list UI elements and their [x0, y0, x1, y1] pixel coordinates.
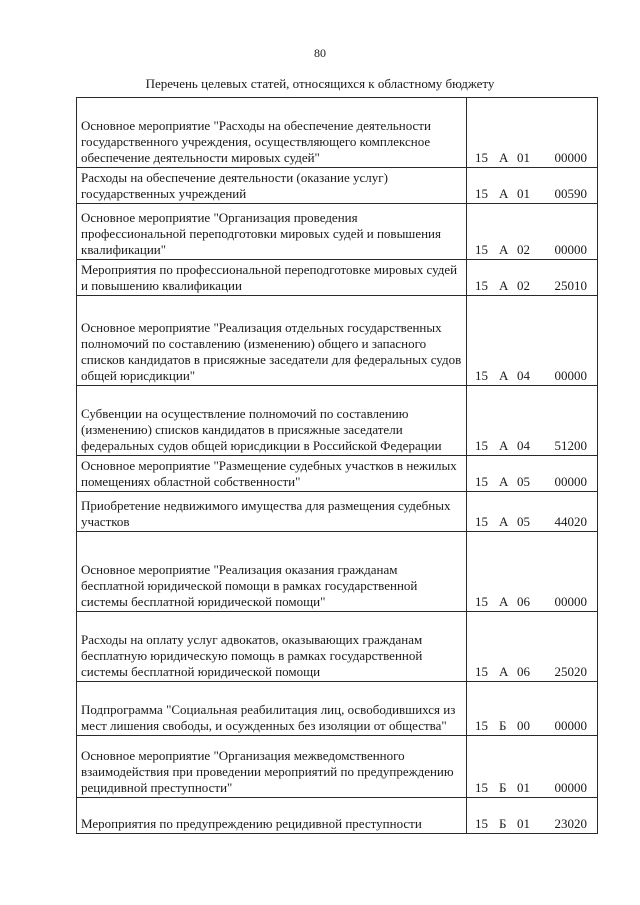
code-main-event: 06	[517, 594, 530, 609]
table-row	[77, 260, 598, 296]
code-program: 15	[475, 594, 488, 609]
row-code	[467, 456, 598, 492]
code-main-event: 05	[517, 514, 530, 529]
table-row	[77, 612, 598, 682]
table-row	[77, 492, 598, 532]
row-description: Приобретение недвижимого имущества для размещения судебных участков	[77, 492, 467, 532]
code-direction: 00000	[554, 474, 587, 489]
row-code	[467, 296, 598, 386]
code-subprogram: А	[499, 514, 509, 529]
row-description: Мероприятия по профессиональной переподготовке мировых судей и повышению квалификации	[77, 260, 467, 296]
code-subprogram: А	[499, 368, 509, 383]
row-code	[467, 612, 598, 682]
code-main-event: 01	[517, 816, 530, 831]
code-program: 15	[475, 278, 488, 293]
code-main-event: 00	[517, 718, 530, 733]
code-subprogram: А	[499, 278, 509, 293]
code-program: 15	[475, 514, 488, 529]
row-description: Субвенции на осуществление полномочий по составлению (изменению) списков кандидатов в присяжные заседатели федеральных судов общей юрисдикции в Российской Федерации	[77, 386, 467, 456]
code-subprogram: А	[499, 594, 509, 609]
table-row	[77, 386, 598, 456]
code-main-event: 02	[517, 278, 530, 293]
table-row	[77, 736, 598, 798]
code-subprogram: А	[499, 150, 509, 165]
code-subprogram: Б	[499, 718, 507, 733]
code-program: 15	[475, 816, 488, 831]
code-program: 15	[475, 664, 488, 679]
code-subprogram: А	[499, 474, 509, 489]
row-description: Подпрограмма "Социальная реабилитация лиц, освободившихся из мест лишения свободы, и осужденных без изоляции от общества"	[77, 682, 467, 736]
row-code	[467, 492, 598, 532]
target-articles-table	[76, 97, 598, 834]
code-direction: 00000	[554, 150, 587, 165]
code-main-event: 01	[517, 780, 530, 795]
table-row	[77, 798, 598, 834]
row-code	[467, 204, 598, 260]
code-main-event: 01	[517, 186, 530, 201]
code-subprogram: Б	[499, 816, 507, 831]
row-code	[467, 98, 598, 168]
code-direction: 00000	[554, 718, 587, 733]
code-program: 15	[475, 186, 488, 201]
code-main-event: 05	[517, 474, 530, 489]
code-program: 15	[475, 780, 488, 795]
code-program: 15	[475, 368, 488, 383]
code-program: 15	[475, 242, 488, 257]
table-row	[77, 532, 598, 612]
code-direction: 44020	[554, 514, 587, 529]
code-main-event: 06	[517, 664, 530, 679]
code-subprogram: А	[499, 242, 509, 257]
row-code	[467, 532, 598, 612]
code-main-event: 04	[517, 368, 530, 383]
code-direction: 00000	[554, 594, 587, 609]
code-direction: 25010	[554, 278, 587, 293]
code-subprogram: А	[499, 186, 509, 201]
row-description: Основное мероприятие "Размещение судебных участков в нежилых помещениях областной собственности"	[77, 456, 467, 492]
code-program: 15	[475, 150, 488, 165]
code-direction: 00000	[554, 780, 587, 795]
row-description: Мероприятия по предупреждению рецидивной преступности	[77, 798, 467, 834]
row-code	[467, 168, 598, 204]
code-program: 15	[475, 474, 488, 489]
table-body	[77, 98, 598, 834]
code-program: 15	[475, 438, 488, 453]
code-subprogram: Б	[499, 780, 507, 795]
row-code	[467, 798, 598, 834]
code-program: 15	[475, 718, 488, 733]
code-direction: 00590	[554, 186, 587, 201]
row-description: Расходы на оплату услуг адвокатов, оказывающих гражданам бесплатную юридическую помощь в рамках государственной системы бесплатной юридической помощи	[77, 612, 467, 682]
code-subprogram: А	[499, 664, 509, 679]
page-number: 80	[314, 46, 326, 60]
code-direction: 00000	[554, 242, 587, 257]
table-row	[77, 296, 598, 386]
code-subprogram: А	[499, 438, 509, 453]
code-direction: 25020	[554, 664, 587, 679]
table-row	[77, 204, 598, 260]
row-description: Расходы на обеспечение деятельности (оказание услуг) государственных учреждений	[77, 168, 467, 204]
table-row	[77, 168, 598, 204]
row-code	[467, 386, 598, 456]
row-description: Основное мероприятие "Реализация отдельных государственных полномочий по составлению (изменению) общего и запасного списков кандидатов в присяжные заседатели для федеральных судов общей юрисдикции"	[77, 296, 467, 386]
code-main-event: 01	[517, 150, 530, 165]
row-description: Основное мероприятие "Реализация оказания гражданам бесплатной юридической помощи в рамках государственной системы бесплатной юридической помощи"	[77, 532, 467, 612]
code-direction: 23020	[554, 816, 587, 831]
row-description: Основное мероприятие "Организация межведомственного взаимодействия при проведении мероприятий по предупреждению рецидивной преступности"	[77, 736, 467, 798]
code-direction: 00000	[554, 368, 587, 383]
row-code	[467, 736, 598, 798]
code-direction: 51200	[554, 438, 587, 453]
code-main-event: 02	[517, 242, 530, 257]
table-row	[77, 98, 598, 168]
table-row	[77, 456, 598, 492]
table-row	[77, 682, 598, 736]
row-description: Основное мероприятие "Организация проведения профессиональной переподготовки мировых судей и повышения квалификации"	[77, 204, 467, 260]
row-description: Основное мероприятие "Расходы на обеспечение деятельности государственного учреждения, осуществляющего комплексное обеспечение деятельности мировых судей"	[77, 98, 467, 168]
document-title: Перечень целевых статей, относящихся к областному бюджету	[145, 76, 495, 91]
row-code	[467, 260, 598, 296]
code-main-event: 04	[517, 438, 530, 453]
row-code	[467, 682, 598, 736]
